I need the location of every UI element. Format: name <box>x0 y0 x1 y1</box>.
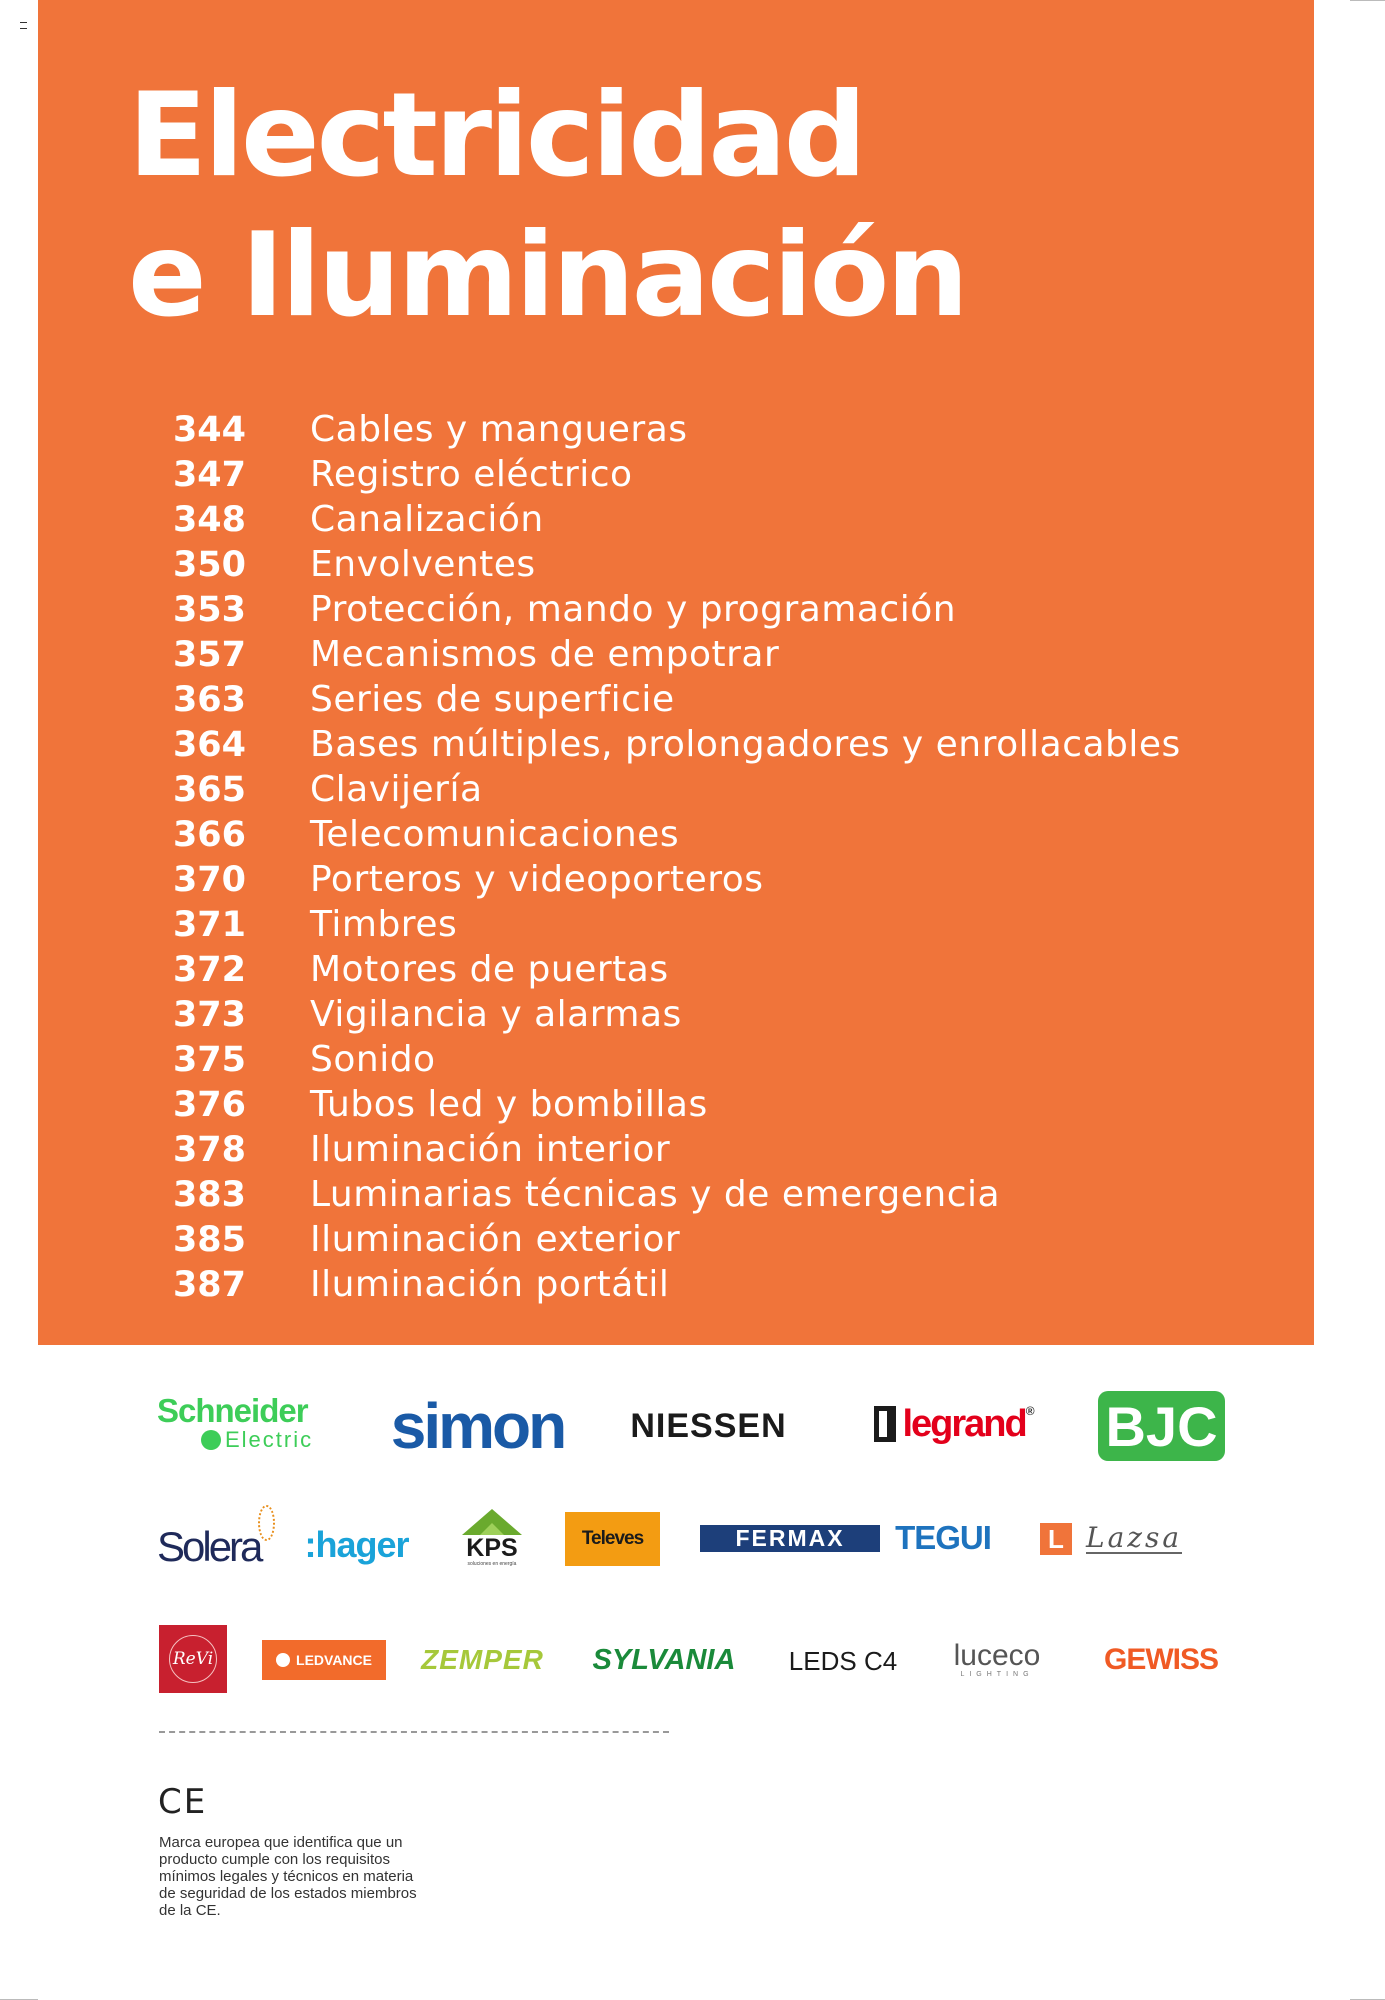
edge-line-top <box>1350 0 1385 1</box>
toc-section-label: Canalización <box>310 499 544 540</box>
toc-entry <box>130 1262 1181 1307</box>
toc-entry <box>130 497 1181 542</box>
brand-leds-c4: LEDS C4 <box>788 1645 898 1676</box>
toc-entry <box>130 902 1181 947</box>
toc-entry <box>130 1082 1181 1127</box>
toc-section-label: Mecanismos de empotrar <box>310 634 780 675</box>
schneider-name: Schneider <box>157 1391 308 1429</box>
page-title <box>128 66 966 346</box>
legrand-registered: ® <box>1025 1404 1035 1418</box>
toc-entry <box>130 1217 1181 1262</box>
toc-entry <box>130 407 1181 452</box>
toc-page-number: 387 <box>172 1264 246 1305</box>
brand-gewiss: GEWISS <box>1103 1643 1218 1676</box>
ledvance-wordmark: LEDVANCE <box>296 1652 372 1668</box>
brand-revi <box>159 1625 227 1693</box>
toc-page-number: 376 <box>172 1084 246 1125</box>
toc-entry <box>130 992 1181 1037</box>
brand-sylvania: SYLVANIA <box>592 1643 736 1676</box>
toc-section-label: Cables y mangueras <box>310 409 688 450</box>
brand-hager: :hager <box>304 1524 409 1565</box>
kps-mountain-icon <box>462 1509 522 1535</box>
toc-entry <box>130 1172 1181 1217</box>
toc-section-label: Series de superficie <box>310 679 675 720</box>
toc-entry <box>130 632 1181 677</box>
toc-section-label: Motores de puertas <box>310 949 669 990</box>
ce-description: Marca europea que identifica que un producto cumple con los requisitos mínimos legales y técnicos en materia de seguridad de los estados miembros de la CE. <box>159 1834 417 1919</box>
toc-entry <box>130 947 1181 992</box>
brand-kps <box>457 1502 527 1574</box>
toc-entry <box>130 1127 1181 1172</box>
brand-solera <box>157 1505 275 1575</box>
toc-page-number: 357 <box>172 634 246 675</box>
toc-page-number: 375 <box>172 1039 246 1080</box>
luceco-wordmark: luceco <box>953 1638 1041 1672</box>
title-line-1: Electricidad <box>128 68 864 203</box>
toc-page-number: 347 <box>172 454 246 495</box>
luceco-tagline: LIGHTING <box>960 1670 1034 1678</box>
toc-page-number: 371 <box>172 904 246 945</box>
toc-section-label: Porteros y videoporteros <box>310 859 764 900</box>
legrand-wordmark: legrand <box>902 1402 1026 1445</box>
table-of-contents <box>130 407 1181 1307</box>
toc-page-number: 378 <box>172 1129 246 1170</box>
toc-section-label: Luminarias técnicas y de emergencia <box>310 1174 1001 1215</box>
schneider-electric-word: Electric <box>225 1426 314 1452</box>
toc-section-label: Envolventes <box>310 544 536 585</box>
brand-zemper: ZEMPER <box>421 1644 544 1675</box>
toc-section-label: Telecomunicaciones <box>310 814 680 855</box>
revi-emblem: ReVi <box>169 1635 217 1683</box>
corner-crop-mark <box>20 22 27 29</box>
schneider-life-icon <box>201 1430 221 1450</box>
ledvance-light-icon <box>276 1653 290 1667</box>
brand-fermax: FERMAX <box>700 1525 880 1552</box>
toc-page-number: 350 <box>172 544 246 585</box>
toc-section-label: Timbres <box>310 904 458 945</box>
toc-section-label: Iluminación exterior <box>310 1219 681 1260</box>
lazsa-wordmark: Lazsa <box>1086 1521 1183 1554</box>
toc-page-number: 344 <box>172 409 246 450</box>
ce-mark: CE <box>158 1782 208 1822</box>
brand-schneider-electric <box>157 1393 345 1453</box>
lazsa-mark: L <box>1040 1523 1072 1555</box>
brand-legrand <box>857 1398 1052 1450</box>
toc-page-number: 372 <box>172 949 246 990</box>
brand-ledvance <box>262 1640 386 1680</box>
toc-page-number: 353 <box>172 589 246 630</box>
toc-page-number: 373 <box>172 994 246 1035</box>
schneider-subline <box>157 1427 313 1453</box>
brand-televes: Televes <box>565 1512 660 1566</box>
solera-wordmark: Solera <box>157 1523 261 1570</box>
toc-page-number: 363 <box>172 679 246 720</box>
toc-entry <box>130 812 1181 857</box>
brand-bjc: BJC <box>1098 1391 1225 1461</box>
toc-section-label: Iluminación portátil <box>310 1264 670 1305</box>
dashed-separator <box>159 1731 669 1733</box>
kps-wordmark: KPS <box>466 1534 518 1562</box>
title-line-2: e Iluminación <box>128 208 966 343</box>
solera-sun-icon <box>258 1505 275 1541</box>
toc-section-label: Tubos led y bombillas <box>310 1084 708 1125</box>
toc-section-label: Protección, mando y programación <box>310 589 957 630</box>
toc-entry <box>130 722 1181 767</box>
toc-entry <box>130 587 1181 632</box>
toc-section-label: Registro eléctrico <box>310 454 633 495</box>
toc-section-label: Vigilancia y alarmas <box>310 994 682 1035</box>
toc-section-label: Sonido <box>310 1039 436 1080</box>
brand-luceco <box>935 1635 1059 1683</box>
kps-tagline: soluciones en energía <box>467 1561 517 1567</box>
toc-entry <box>130 857 1181 902</box>
brand-simon: simon <box>390 1389 565 1462</box>
brand-tegui: TEGUI <box>895 1519 991 1556</box>
toc-entry <box>130 677 1181 722</box>
toc-page-number: 370 <box>172 859 246 900</box>
toc-page-number: 366 <box>172 814 246 855</box>
brand-niessen: NIESSEN <box>630 1406 787 1445</box>
toc-page-number: 383 <box>172 1174 246 1215</box>
toc-page-number: 365 <box>172 769 246 810</box>
toc-section-label: Iluminación interior <box>310 1129 671 1170</box>
toc-entry <box>130 1037 1181 1082</box>
toc-entry <box>130 542 1181 587</box>
legrand-logo-icon <box>874 1406 896 1442</box>
toc-page-number: 364 <box>172 724 246 765</box>
toc-entry <box>130 452 1181 497</box>
toc-page-number: 385 <box>172 1219 246 1260</box>
brand-lazsa <box>1040 1518 1225 1560</box>
toc-section-label: Bases múltiples, prolongadores y enrollacables <box>310 724 1181 765</box>
toc-page-number: 348 <box>172 499 246 540</box>
toc-section-label: Clavijería <box>310 769 483 810</box>
toc-entry <box>130 767 1181 812</box>
